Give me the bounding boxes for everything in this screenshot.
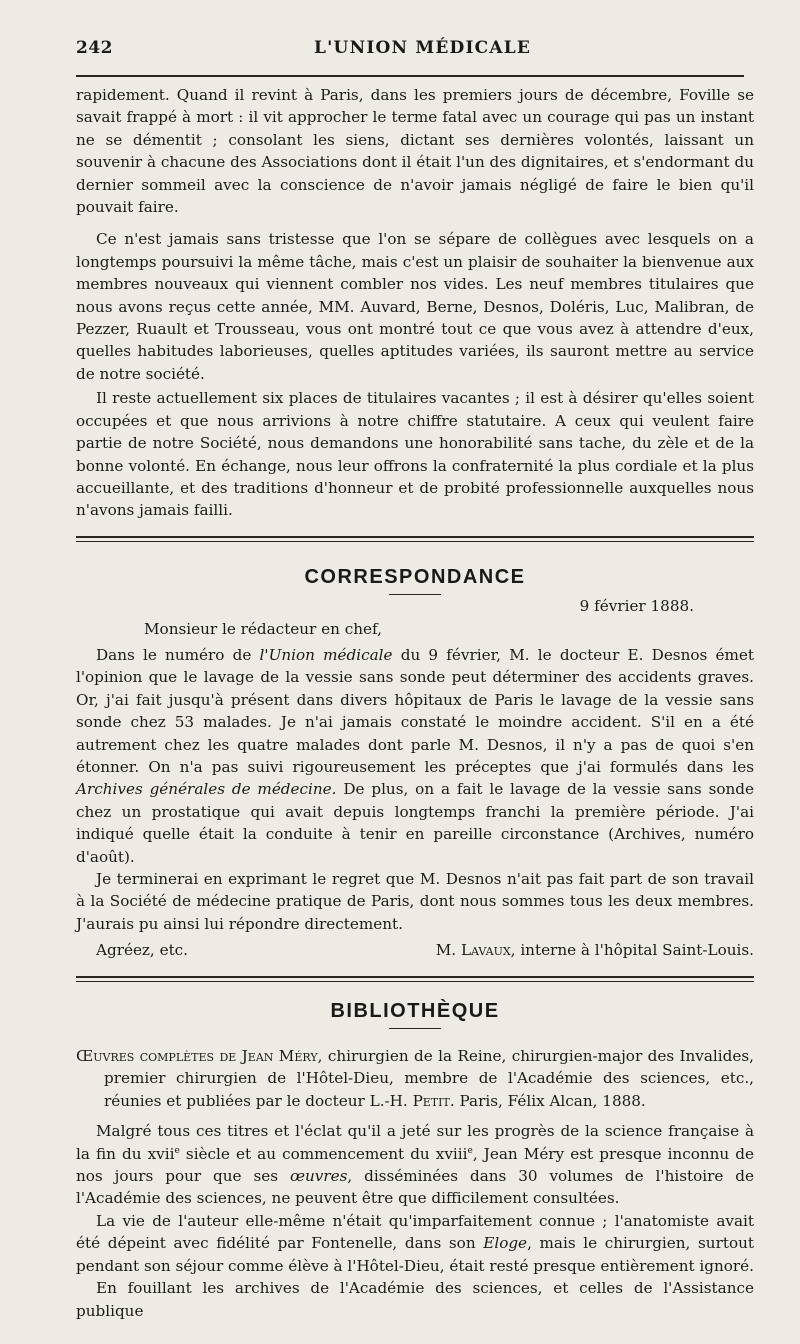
- book-entry: Œuvres complètes de Jean Méry, chirurgien de la Reine, chirurgien-major des Invalides, premier chirurgien de l'Hôtel-Dieu, membre de l'Académie des sciences, etc., réunies et publiées par le docteur L.-H. Petit. Paris, Félix Alcan, 1888.: [76, 1047, 754, 1110]
- review-paragraph-2: La vie de l'auteur elle-même n'était qu'imparfaitement connue ; l'anatomiste avait été dépeint avec fidélité par Fontenelle, dans son Eloge, mais le chirurgien, surtout pendant son séjour comme élève à l'Hôtel-Dieu, était resté presque entièrement ignoré.: [76, 1211, 754, 1275]
- page-header: [76, 38, 748, 68]
- title-underline: [389, 1028, 441, 1029]
- review-paragraph-1: Malgré tous ces titres et l'éclat qu'il a jeté sur les progrès de la science française à la fin du xvii$^e$ siècle et au commencement du xviii$^e$, Jean Méry est presque inconnu de nos jours pour que ses œuvres, disséminées dans 30 volumes de l'histoire de l'Académie des sciences, ne peuvent être que difficilement consultées.: [76, 1122, 755, 1208]
- letter-date: 9 février 1888.: [579, 597, 694, 616]
- intro-paragraph-2: Ce n'est jamais sans tristesse que l'on se sépare de collègues avec lesquels on a longtemps poursuivi la même tâche, mais c'est un plaisir de souhaiter la bienvenue aux membres nouveaux qui viennent combler nos vides. Les neuf membres titulaires que nous avons reçus cette année, MM. Auvard, Berne, Desnos, Doléris, Luc, Malibran, de Pezzer, Ruault et Trousseau, vous ont montré tout ce que vous avez à attendre d'eux, quelles habitudes laborieuses, quelles aptitudes variées, ils sauront mettre au service de notre société.: [76, 230, 754, 383]
- letter-signoff: [76, 939, 754, 961]
- letter-paragraph-2: Je terminerai en exprimant le regret que M. Desnos n'ait pas fait part de son travail à la Société de médecine pratique de Paris, dont nous sommes tous les deux membres. J'aurais pu ainsi lui répondre directement.: [76, 870, 754, 933]
- intro-paragraph-1: rapidement. Quand il revint à Paris, dans les premiers jours de décembre, Foville se savait frappé à mort : il vit approcher le terme fatal avec un courage qui pas un instant ne se démentit ; consolant les siens, dictant ses dernières volontés, laissant un souvenir à chacune des Associations dont il était l'un des dignitaires, et s'endormant du dernier sommeil avec la conscience de n'avoir jamais négligé de faire le bien qu'il pouvait faire.: [76, 86, 754, 217]
- letter-signature: M. Lavaux, interne à l'hôpital Saint-Louis.: [435, 941, 754, 960]
- review-paragraph-3: En fouillant les archives de l'Académie des sciences, et celles de l'Assistance publique: [76, 1279, 754, 1320]
- page-number: 242: [76, 38, 113, 58]
- intro-paragraph-3: Il reste actuellement six places de titulaires vacantes ; il est à désirer qu'elles soient occupées et que nous arrivions à notre chiffre statutaire. A ceux qui veulent faire partie de notre Société, nous demandons une honorabilité sans tache, du zèle et de la bonne volonté. En échange, nous leur offrons la confraternité la plus cordiale et la plus accueillante, et des traditions d'honneur et de probité professionnelle auxquelles nous n'avons jamais failli.: [76, 389, 754, 520]
- journal-title: l'Union médicale: [259, 645, 393, 664]
- archives-title: Archives générales de médecine.: [76, 780, 337, 799]
- section-title-bibliotheque: BIBLIOTHÈQUE: [330, 999, 500, 1022]
- section-divider-bibliotheque: [76, 976, 754, 982]
- letter-paragraph-1: Dans le numéro de l'Union médicale du 9 février, M. le docteur E. Desnos émet l'opinion que le lavage de la vessie sans sonde peut déterminer des accidents graves. Or, j'ai fait jusqu'à présent dans divers hôpitaux de Paris le lavage de la vessie sans sonde chez 53 malades. Je n'ai jamais constaté le moindre accident. S'il en a été autrement chez les quatre malades dont parle M. Desnos, il n'y a pas de quoi s'en étonner. On n'a pas suivi rigoureusement les préceptes que j'ai formulés dans les Archives générales de médecine. De plus, on a fait le lavage de la vessie sans sonde chez un prostatique qui avait depuis longtemps franchi la première période. J'ai indiqué quelle était la conduite à tenir en pareille circonstance (Archives, numéro d'août).: [76, 645, 754, 866]
- header-rule: [76, 75, 744, 77]
- section-title-correspondance: CORRESPONDANCE: [304, 565, 526, 588]
- section-divider-correspondance: [76, 536, 754, 542]
- running-title: L'UNION MÉDICALE: [314, 38, 532, 58]
- letter-salutation: Monsieur le rédacteur en chef,: [144, 619, 382, 638]
- article-body: [76, 84, 754, 1322]
- letter-closing: Agréez, etc.: [96, 941, 189, 960]
- book-title: Œuvres complètes de Jean Méry: [76, 1047, 318, 1066]
